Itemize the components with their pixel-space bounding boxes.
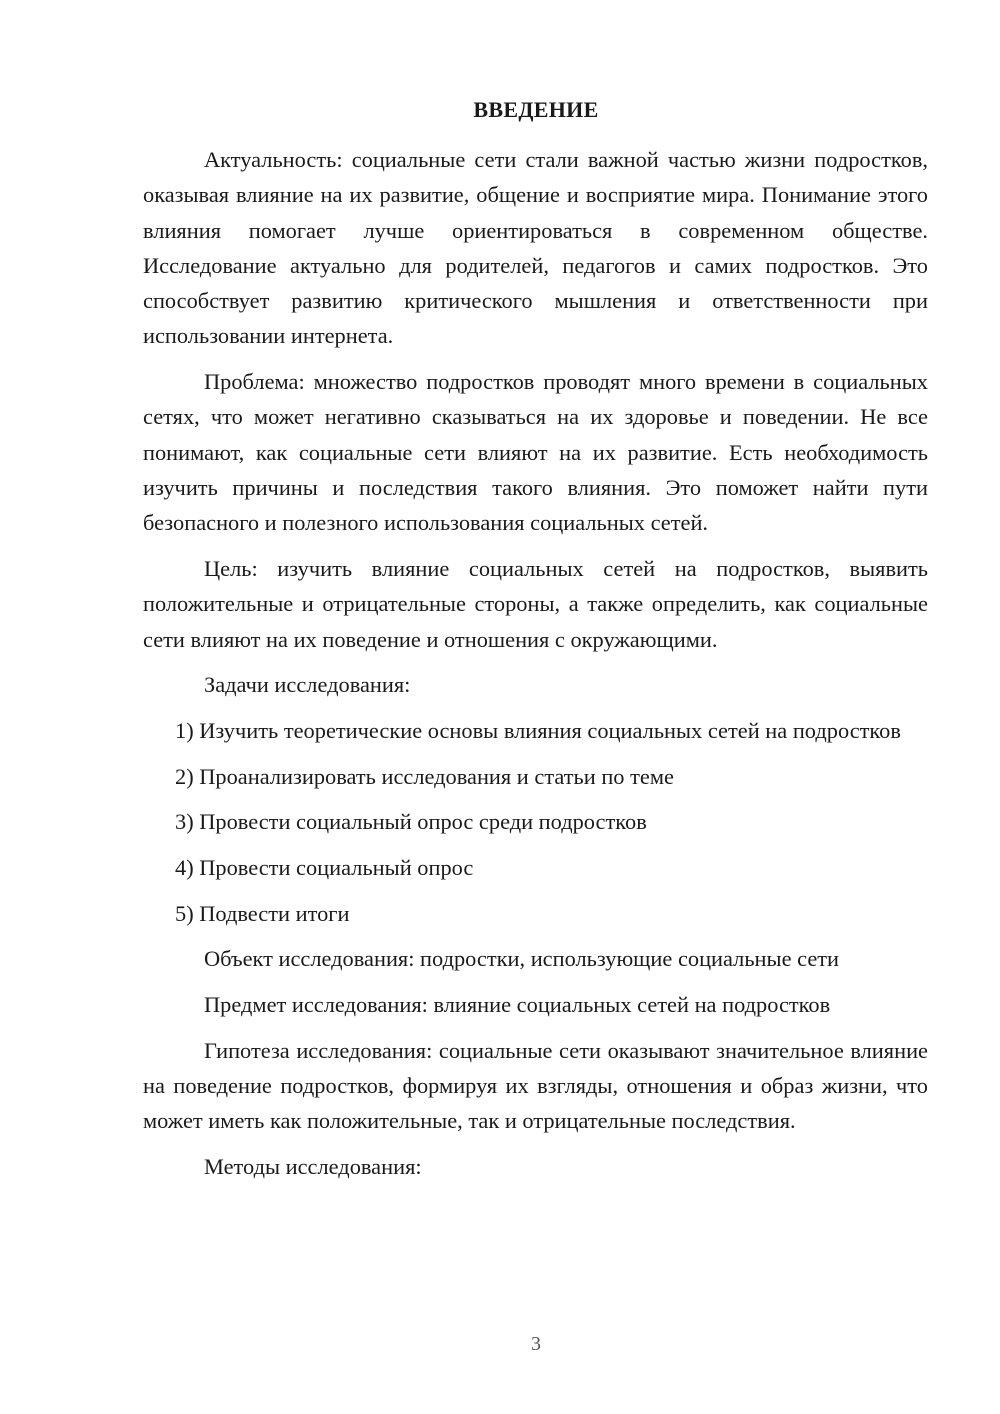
page-number: 3 xyxy=(531,1333,541,1355)
list-item: 5) Подвести итоги xyxy=(175,900,350,926)
problem-paragraph: Проблема: множество подростков проводят много времени в социальных сетях, что может негативно сказываться на их здоровье и поведении. Не все понимают, как социальные сети влияют на их развитие. Есть необходимость изучить причины и последствия такого влияния. Это поможет найти пути безопасного и полезного использования социальных сетей. xyxy=(143,369,928,536)
object-paragraph: Объект исследования: подростки, использующие социальные сети xyxy=(204,946,840,972)
list-item: 3) Провести социальный опрос среди подростков xyxy=(175,809,647,835)
section-title: ВВЕДЕНИЕ xyxy=(473,97,599,122)
methods-heading: Методы исследования: xyxy=(204,1154,422,1180)
tasks-heading: Задачи исследования: xyxy=(204,672,411,698)
tasks-list xyxy=(143,713,928,931)
goal-paragraph: Цель: изучить влияние социальных сетей на подростков, выявить положительные и отрицательные стороны, а также определить, как социальные сети влияют на их поведение и отношения с окружающими. xyxy=(143,556,928,652)
list-item: 4) Провести социальный опрос xyxy=(175,855,474,881)
subject-paragraph: Предмет исследования: влияние социальных сетей на подростков xyxy=(204,992,831,1018)
hypothesis-paragraph: Гипотеза исследования: социальные сети оказывают значительное влияние на поведение подростков, формируя их взгляды, отношения и образ жизни, что может иметь как положительные, так и отрицательные последствия. xyxy=(143,1037,928,1134)
list-item: 1) Изучить теоретические основы влияния социальных сетей на подростков xyxy=(175,718,901,744)
document-body xyxy=(143,142,928,1195)
list-item: 2) Проанализировать исследования и статьи по теме xyxy=(175,763,674,789)
relevance-paragraph: Актуальность: социальные сети стали важной частью жизни подростков, оказывая влияние на их развитие, общение и восприятие мира. Понимание этого влияния помогает лучше ориентироваться в современном обществе. Исследование актуально для родителей, педагогов и самих подростков. Это способствует развитию критического мышления и ответственности при использовании интернета. xyxy=(143,147,928,349)
